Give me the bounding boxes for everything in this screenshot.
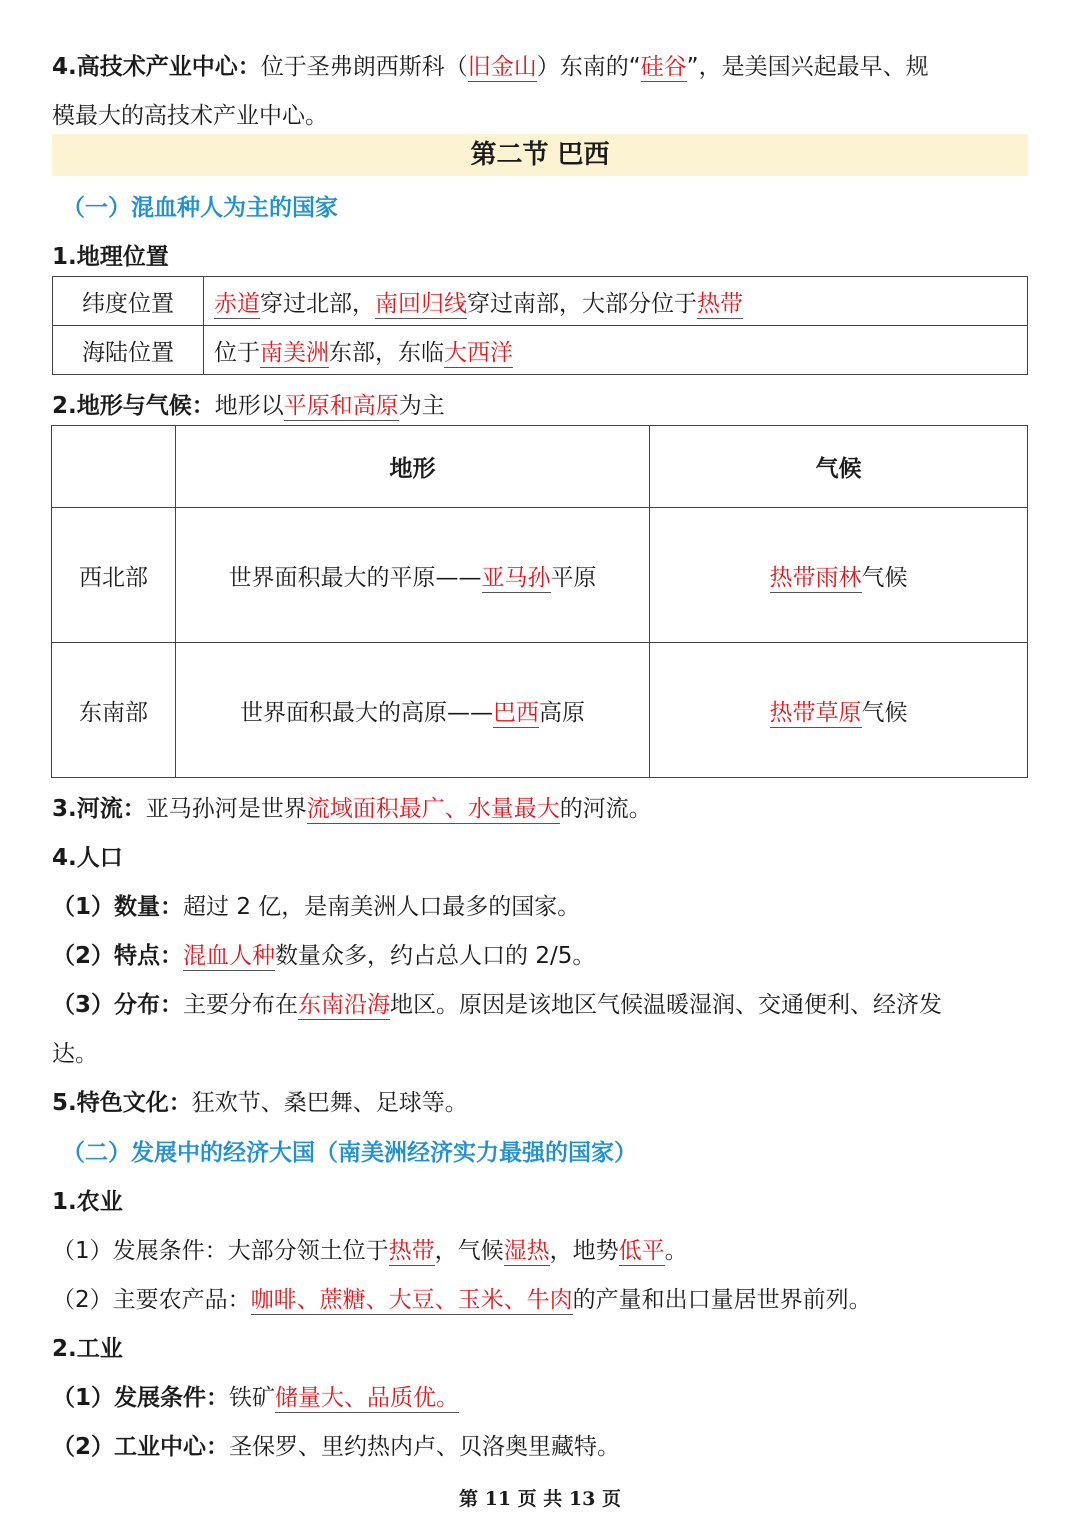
climate-northwest: 热带雨林气候 xyxy=(650,508,1028,643)
paragraph-population-feature: （2）特点：混血人种数量众多，约占总人口的 2/5。 xyxy=(52,943,596,969)
row-label-northwest: 西北部 xyxy=(52,508,176,643)
header-terrain: 地形 xyxy=(176,426,650,508)
section-title: 第二节 巴西 xyxy=(52,134,1028,176)
paragraph-high-tech-line2: 模最大的高技术产业中心。 xyxy=(52,103,328,129)
subheading-mixed-race: （一）混血种人为主的国家 xyxy=(62,195,338,221)
page-number: 第 11 页 共 13 页 xyxy=(459,1488,621,1510)
heading-location: 1.地理位置 xyxy=(52,244,169,270)
terrain-climate-table xyxy=(51,425,1028,778)
heading-terrain-climate: 2.地形与气候：地形以平原和高原为主 xyxy=(52,393,445,419)
sea-land-value: 位于南美洲东部，东临大西洋 xyxy=(204,326,1028,375)
terrain-southeast: 世界面积最大的高原——巴西高原 xyxy=(176,643,650,778)
paragraph-population-distribution-cont: 达。 xyxy=(52,1041,98,1067)
paragraph-agri-conditions: （1）发展条件：大部分领土位于热带，气候湿热，地势低平。 xyxy=(52,1238,688,1264)
table-row xyxy=(53,326,1028,375)
paragraph-river: 3.河流：亚马孙河是世界流域面积最广、水量最大的河流。 xyxy=(52,796,652,822)
paragraph-agri-products: （2）主要农产品：咖啡、蔗糖、大豆、玉米、牛肉的产量和出口量居世界前列。 xyxy=(52,1287,872,1313)
climate-southeast: 热带草原气候 xyxy=(650,643,1028,778)
sea-land-label: 海陆位置 xyxy=(53,326,204,375)
location-table xyxy=(52,276,1028,375)
row-label-southeast: 东南部 xyxy=(52,643,176,778)
heading-industry: 2.工业 xyxy=(52,1336,123,1362)
paragraph-industry-centers: （2）工业中心：圣保罗、里约热内卢、贝洛奥里藏特。 xyxy=(52,1434,621,1460)
subheading-economy: （二）发展中的经济大国（南美洲经济实力最强的国家） xyxy=(62,1140,637,1166)
table-row xyxy=(52,508,1028,643)
latitude-value: 赤道穿过北部，南回归线穿过南部，大部分位于热带 xyxy=(204,277,1028,326)
header-climate: 气候 xyxy=(650,426,1028,508)
terrain-northwest: 世界面积最大的平原——亚马孙平原 xyxy=(176,508,650,643)
latitude-label: 纬度位置 xyxy=(53,277,204,326)
paragraph-culture: 5.特色文化：狂欢节、桑巴舞、足球等。 xyxy=(52,1090,468,1116)
table-row xyxy=(52,643,1028,778)
table-row xyxy=(53,277,1028,326)
paragraph-industry-conditions: （1）发展条件：铁矿储量大、品质优。 xyxy=(52,1385,460,1411)
paragraph-population-distribution: （3）分布：主要分布在东南沿海地区。原因是该地区气候温暖湿润、交通便利、经济发 xyxy=(52,992,943,1018)
header-blank-cell xyxy=(52,426,176,508)
paragraph-population-count: （1）数量：超过 2 亿，是南美洲人口最多的国家。 xyxy=(52,894,581,920)
table-header-row xyxy=(52,426,1028,508)
paragraph-high-tech-line1: 4.高技术产业中心：位于圣弗朗西斯科（旧金山）东南的“硅谷”，是美国兴起最早、规 xyxy=(52,54,929,80)
heading-population: 4.人口 xyxy=(52,845,123,871)
heading-agriculture: 1.农业 xyxy=(52,1189,123,1215)
